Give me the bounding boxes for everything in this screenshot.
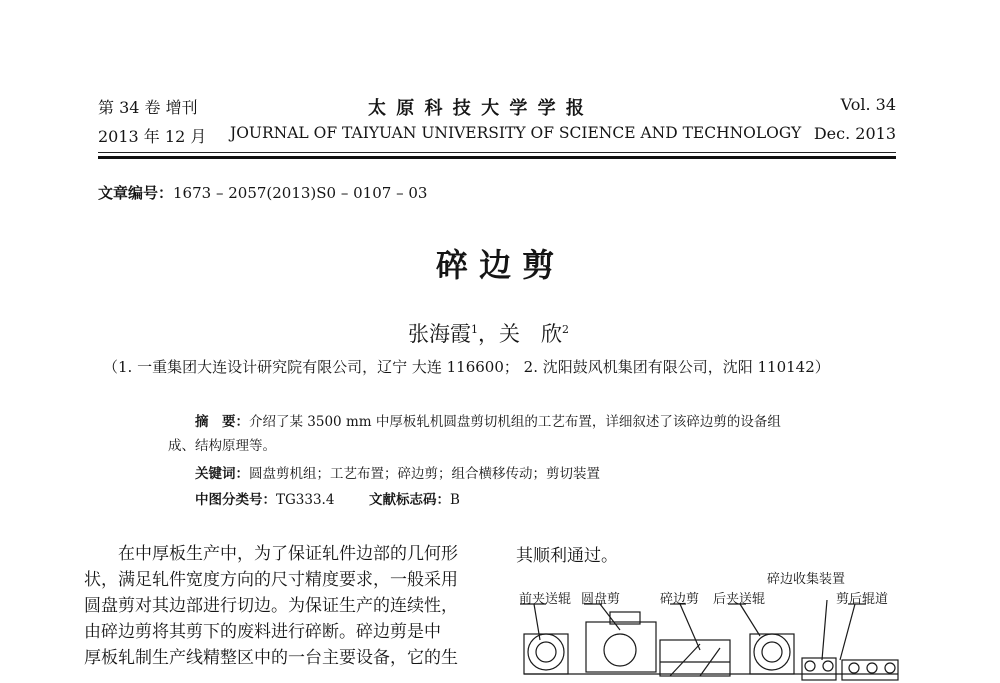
body-line-5: 厚板轧制生产线精整区中的一台主要设备，它的生 bbox=[84, 648, 458, 668]
doc-code-value: B bbox=[450, 492, 460, 508]
body-line-2: 状，满足轧件宽度方向的尺寸精度要求，一般采用 bbox=[84, 570, 458, 590]
label-collector: 碎边收集装置 bbox=[767, 572, 846, 587]
label-scrap-shear: 碎边剪 bbox=[660, 592, 700, 607]
author-2-affil: 2 bbox=[562, 323, 569, 336]
volume-cn: 第 34 卷 增刊 bbox=[98, 98, 198, 117]
abstract-label: 摘 要： bbox=[195, 414, 249, 430]
paper-title: 碎 边 剪 bbox=[436, 246, 555, 284]
clc-value: TG333.4 bbox=[276, 492, 335, 508]
doc-code-label: 文献标志码： bbox=[369, 492, 451, 508]
label-table: 剪后辊道 bbox=[836, 592, 889, 607]
author-1: 张海霞 bbox=[408, 322, 471, 346]
body-line-1: 在中厚板生产中，为了保证轧件边部的几何形 bbox=[84, 544, 458, 564]
classification bbox=[195, 488, 460, 508]
label-rear-pinch: 后夹送辊 bbox=[713, 592, 766, 607]
label-front-pinch: 前夹送辊 bbox=[519, 592, 572, 607]
article-number-label: 文章编号： bbox=[98, 184, 174, 202]
journal-title-en: JOURNAL OF TAIYUAN UNIVERSITY OF SCIENCE AND TECHNOLOGY bbox=[230, 124, 802, 142]
body-right-line-1: 其顺利通过。 bbox=[516, 546, 618, 566]
journal-title-cn: 太 原 科 技 大 学 学 报 bbox=[368, 98, 586, 119]
keywords-label: 关键词： bbox=[195, 466, 249, 482]
abstract-line-2: 成、结构原理等。 bbox=[168, 438, 276, 454]
date-cn: 2013 年 12 月 bbox=[98, 127, 207, 146]
header-rule-thin bbox=[98, 152, 896, 153]
abstract-line-1 bbox=[195, 410, 781, 430]
volume-en: Vol. 34 bbox=[840, 95, 896, 114]
authors bbox=[408, 318, 569, 348]
keywords-value: 圆盘剪机组；工艺布置；碎边剪；组合横移传动；剪切装置 bbox=[249, 466, 600, 482]
label-disc-shear: 圆盘剪 bbox=[581, 592, 621, 607]
body-line-3: 圆盘剪对其边部进行切边。为保证生产的连续性， bbox=[84, 596, 458, 616]
author-separator: ， bbox=[478, 322, 499, 346]
abstract-text-1: 介绍了某 3500 mm 中厚板轧机圆盘剪切机组的工艺布置，详细叙述了该碎边剪的设备组 bbox=[249, 414, 781, 430]
author-1-affil: 1 bbox=[471, 323, 478, 336]
affiliations: （1. 一重集团大连设计研究院有限公司，辽宁 大连 116600； 2. 沈阳鼓风机集团有限公司，沈阳 110142） bbox=[103, 358, 830, 376]
date-en: Dec. 2013 bbox=[813, 124, 896, 143]
header-rule-thick bbox=[98, 156, 896, 159]
article-number-value: 1673 – 2057(2013)S0 – 0107 – 03 bbox=[173, 184, 428, 202]
keywords bbox=[195, 462, 600, 482]
clc-label: 中图分类号： bbox=[195, 492, 276, 508]
equipment-layout-figure bbox=[510, 600, 902, 683]
author-2: 关 欣 bbox=[499, 322, 562, 346]
article-number bbox=[98, 182, 427, 203]
body-line-4: 由碎边剪将其剪下的废料进行碎断。碎边剪是中 bbox=[84, 622, 441, 642]
